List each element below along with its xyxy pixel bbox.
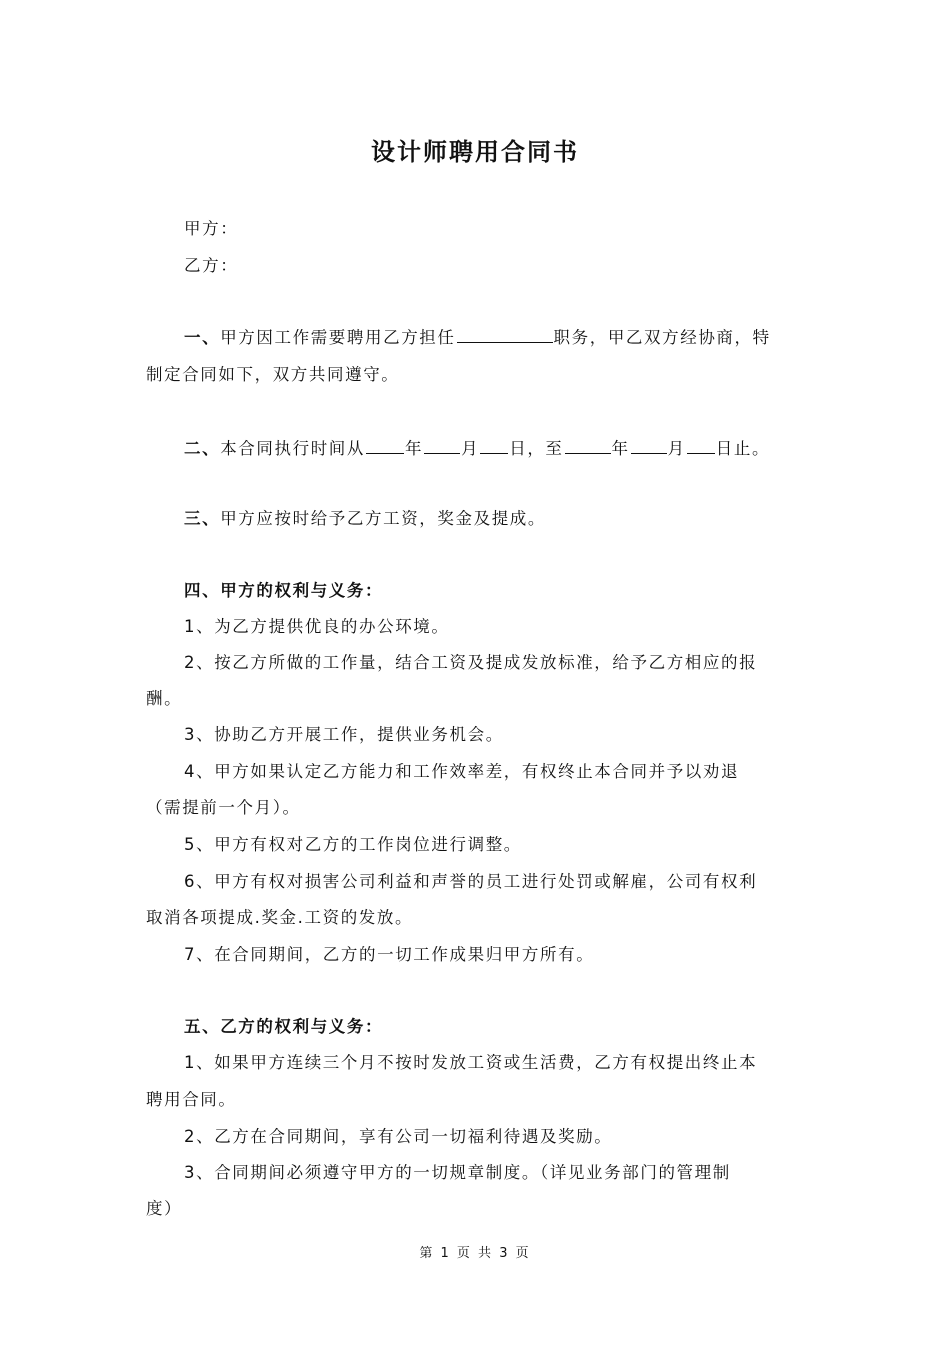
end-month-blank (631, 436, 667, 454)
clause-1-line-1 (184, 325, 806, 349)
section-4-item-1: 1、为乙方提供优良的办公环境。 (184, 617, 450, 636)
page-title: 设计师聘用合同书 (371, 138, 579, 166)
clause-2-text: 本合同执行时间从 (220, 439, 366, 458)
clause-3-text: 甲方应按时给予乙方工资，奖金及提成。 (220, 509, 547, 528)
section-5-heading: 五、乙方的权利与义务： (184, 1017, 384, 1036)
clause-1-text-a: 甲方因工作需要聘用乙方担任 (220, 328, 456, 347)
month-label-2: 月 (667, 439, 686, 458)
section-4-item-4: 4、甲方如果认定乙方能力和工作效率差，有权终止本合同并予以劝退 (184, 762, 740, 781)
end-year-blank (565, 436, 611, 454)
section-5-item-1: 1、如果甲方连续三个月不按时发放工资或生活费，乙方有权提出终止本 (184, 1053, 758, 1072)
start-year-blank (366, 436, 404, 454)
position-blank (457, 325, 553, 343)
section-5-item-2: 2、乙方在合同期间，享有公司一切福利待遇及奖励。 (184, 1127, 613, 1146)
start-day-blank (480, 436, 508, 454)
section-4-heading: 四、甲方的权利与义务： (184, 581, 384, 600)
section-4-item-7: 7、在合同期间，乙方的一切工作成果归甲方所有。 (184, 945, 595, 964)
end-day-blank (687, 436, 715, 454)
section-4-item-2: 2、按乙方所做的工作量，结合工资及提成发放标准，给予乙方相应的报 (184, 653, 758, 672)
section-4-item-5: 5、甲方有权对乙方的工作岗位进行调整。 (184, 835, 522, 854)
section-5-item-3-cont: 度） (146, 1199, 183, 1218)
clause-2-number: 二、 (184, 439, 221, 458)
section-5-item-3: 3、合同期间必须遵守甲方的一切规章制度。（详见业务部门的管理制 (184, 1163, 731, 1182)
start-month-blank (424, 436, 460, 454)
clause-1-line-2: 制定合同如下，双方共同遵守。 (146, 365, 400, 384)
clause-2 (184, 436, 806, 460)
section-4-item-4-cont: （需提前一个月）。 (146, 798, 301, 817)
section-5-item-1-cont: 聘用合同。 (146, 1090, 237, 1109)
year-label-2: 年 (611, 439, 630, 458)
year-label: 年 (405, 439, 424, 458)
page-footer: 第 1 页 共 3 页 (419, 1246, 531, 1261)
section-4-item-3: 3、协助乙方开展工作，提供业务机会。 (184, 725, 504, 744)
month-label: 月 (461, 439, 480, 458)
section-4-item-6-cont: 取消各项提成.奖金.工资的发放。 (146, 908, 414, 927)
section-4-item-6: 6、甲方有权对损害公司利益和声誉的员工进行处罚或解雇，公司有权利 (184, 872, 758, 891)
end-label: 日止。 (715, 439, 771, 458)
clause-1-number: 一、 (184, 328, 221, 347)
party-b-label: 乙方： (184, 256, 239, 275)
day-label: 日，至 (509, 439, 564, 458)
clause-3-number: 三、 (184, 509, 221, 528)
clause-1-text-b: 职务，甲乙双方经协商，特 (553, 328, 771, 347)
clause-3 (184, 508, 806, 530)
party-a-label: 甲方： (184, 219, 239, 238)
section-4-item-2-cont: 酬。 (146, 689, 183, 708)
